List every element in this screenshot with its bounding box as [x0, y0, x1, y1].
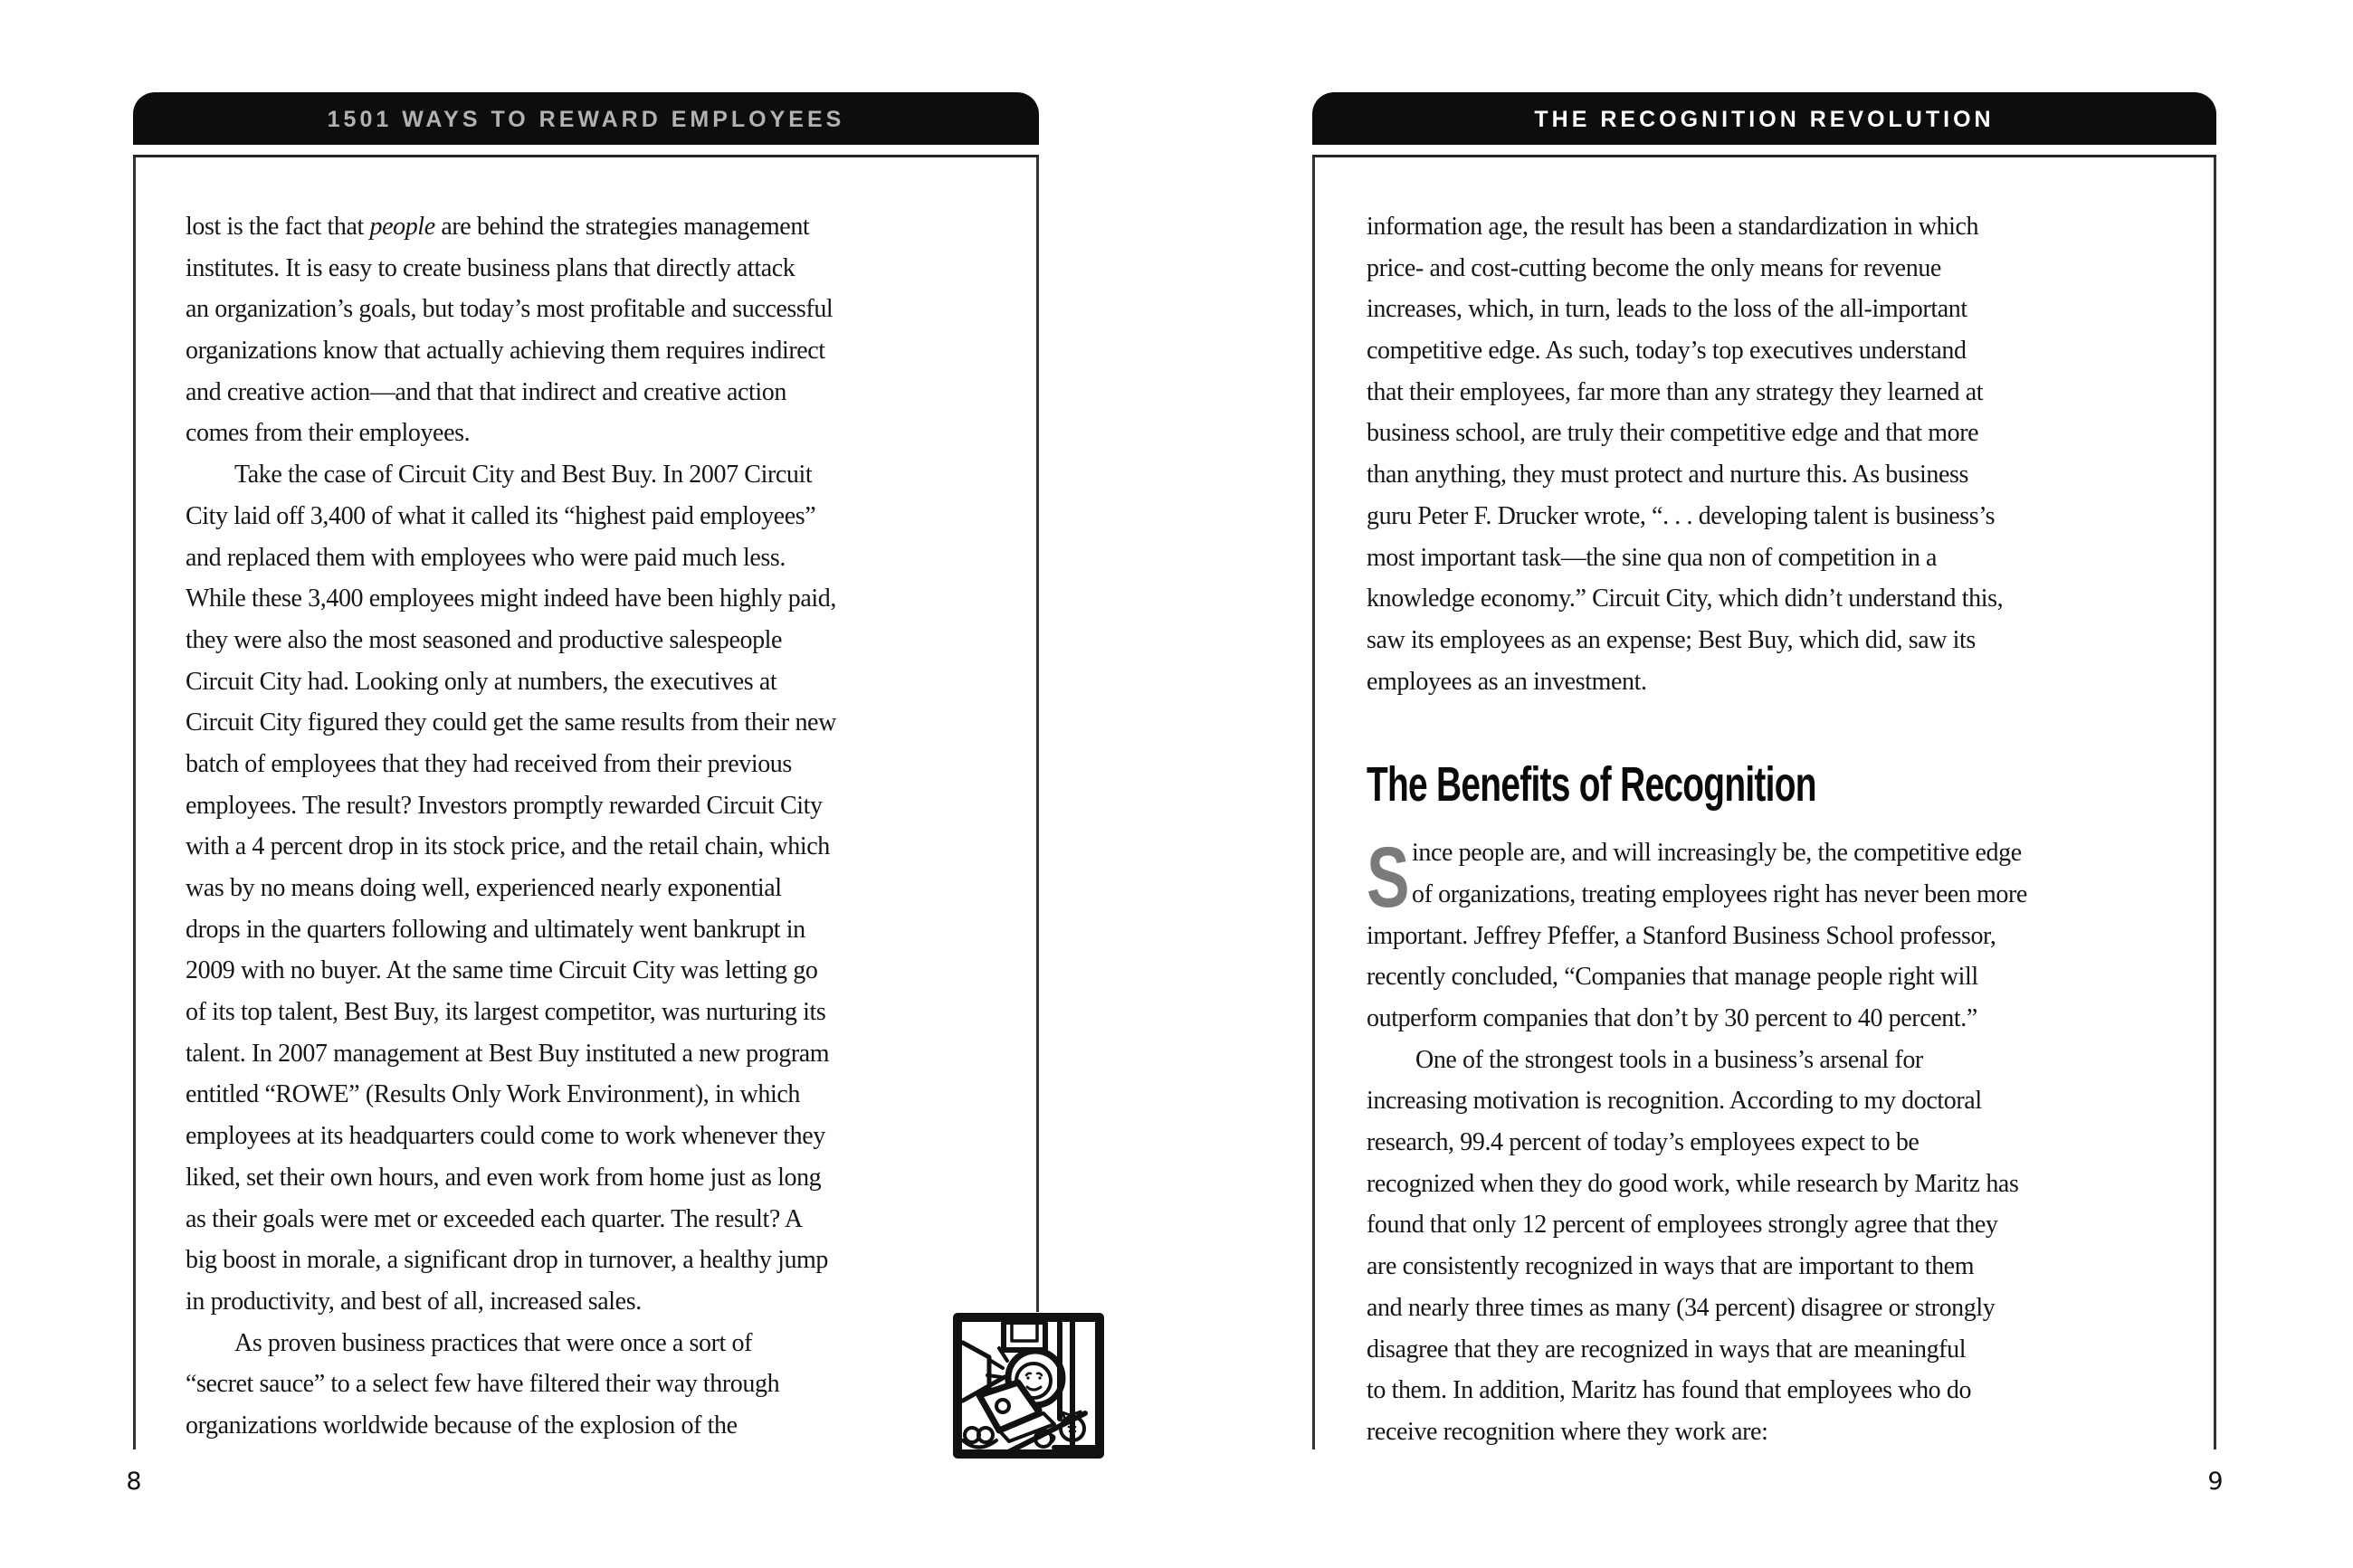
- left-running-head-bar: [133, 92, 1039, 145]
- text-line: Take the case of Circuit City and Best Buy. In 2007 Circuit: [234, 461, 813, 489]
- text-line: disagree that they are recognized in ways that are meaningful: [1367, 1335, 1967, 1364]
- text-line: business school, are truly their competitive edge and that more: [1367, 419, 1979, 448]
- text-line: most important task—the sine qua non of competition in a: [1367, 543, 1938, 572]
- text-line: City laid off 3,400 of what it called its “highest paid employees”: [186, 501, 816, 530]
- text-line: employees at its headquarters could come to work whenever they: [186, 1122, 825, 1151]
- text-line: an organization’s goals, but today’s most profitable and successful: [186, 295, 834, 324]
- text-line: increasing motivation is recognition. According to my doctoral: [1367, 1087, 1982, 1116]
- text-line: guru Peter F. Drucker wrote, “. . . developing talent is business’s: [1367, 501, 1996, 530]
- text-line: employees as an investment.: [1367, 667, 1647, 696]
- right-page-left-border: [1312, 157, 1315, 1449]
- left-horizontal-rule: [133, 155, 1039, 157]
- text-line: with a 4 percent drop in its stock price, and the retail chain, which: [186, 832, 830, 861]
- text-line: Circuit City had. Looking only at numbers, the executives at: [186, 667, 777, 696]
- text-line: lost is the fact that people are behind the strategies management: [186, 213, 810, 241]
- dropcap-letter: S: [1367, 830, 1410, 927]
- right-running-head: THE RECOGNITION REVOLUTION: [1534, 107, 1995, 132]
- text-line: 2009 with no buyer. At the same time Circuit City was letting go: [186, 956, 818, 985]
- right-horizontal-rule: [1312, 155, 2216, 157]
- text-line: price- and cost-cutting become the only means for revenue: [1367, 253, 1941, 282]
- text-line: liked, set their own hours, and even work from home just as long: [186, 1163, 822, 1192]
- text-line: saw its employees as an expense; Best Buy, which did, saw its: [1367, 625, 1976, 654]
- right-page-paragraph-1: [1367, 206, 2222, 702]
- text-line: found that only 12 percent of employees strongly agree that they: [1367, 1211, 1998, 1240]
- right-page-paragraph-2-lines: [1367, 832, 2222, 1452]
- text-line: recently concluded, “Companies that manage people right will: [1367, 963, 1978, 992]
- text-line: increases, which, in turn, leads to the loss of the all-important: [1367, 295, 1967, 324]
- text-line: ince people are, and will increasingly be, the competitive edge: [1412, 839, 2022, 868]
- text-line: institutes. It is easy to create business plans that directly attack: [186, 253, 795, 282]
- left-page-left-border: [133, 157, 136, 1449]
- home-office-illustration: [952, 1312, 1106, 1461]
- text-line: in productivity, and best of all, increased sales.: [186, 1287, 642, 1316]
- text-line: employees. The result? Investors promptly rewarded Circuit City: [186, 791, 823, 820]
- text-line: important. Jeffrey Pfeffer, a Stanford Business School professor,: [1367, 921, 1996, 950]
- section-heading: The Benefits of Recognition: [1367, 757, 1816, 813]
- text-line: drops in the quarters following and ultimately went bankrupt in: [186, 915, 805, 944]
- text-line: big boost in morale, a significant drop in turnover, a healthy jump: [186, 1246, 829, 1275]
- text-line: was by no means doing well, experienced nearly exponential: [186, 874, 782, 902]
- text-line: While these 3,400 employees might indeed have been highly paid,: [186, 584, 836, 613]
- text-line: comes from their employees.: [186, 419, 471, 448]
- text-line: of its top talent, Best Buy, its largest competitor, was nurturing its: [186, 998, 826, 1027]
- right-page-number: 9: [2207, 1468, 2224, 1496]
- text-line: they were also the most seasoned and productive salespeople: [186, 625, 783, 654]
- text-line: batch of employees that they had received from their previous: [186, 749, 792, 778]
- text-line: One of the strongest tools in a business’s arsenal for: [1415, 1045, 1923, 1074]
- text-line: research, 99.4 percent of today’s employees expect to be: [1367, 1128, 1920, 1157]
- text-line: that their employees, far more than any strategy they learned at: [1367, 377, 1984, 406]
- right-page-paragraph-2: [1367, 832, 2222, 1452]
- left-running-head: 1501 WAYS TO REWARD EMPLOYEES: [327, 107, 845, 132]
- text-line: talent. In 2007 management at Best Buy instituted a new program: [186, 1039, 830, 1068]
- text-line: Circuit City figured they could get the same results from their new: [186, 708, 836, 737]
- text-line: than anything, they must protect and nurture this. As business: [1367, 461, 1969, 489]
- right-page-body-text: [1367, 206, 2222, 1453]
- text-line: information age, the result has been a standardization in which: [1367, 213, 1979, 241]
- text-line: entitled “ROWE” (Results Only Work Environment), in which: [186, 1080, 800, 1109]
- text-line: and creative action—and that that indirect and creative action: [186, 377, 786, 406]
- left-page-number: 8: [126, 1468, 142, 1496]
- text-line: are consistently recognized in ways that are important to them: [1367, 1252, 1975, 1281]
- text-line: “secret sauce” to a select few have filtered their way through: [186, 1370, 780, 1399]
- text-line: and nearly three times as many (34 percent) disagree or strongly: [1367, 1293, 1996, 1322]
- right-running-head-bar: [1312, 92, 2216, 145]
- left-page-body-text: [186, 206, 1041, 1447]
- text-line: to them. In addition, Maritz has found that employees who do: [1367, 1376, 1972, 1405]
- text-line: competitive edge. As such, today’s top executives understand: [1367, 337, 1967, 366]
- text-line: recognized when they do good work, while research by Maritz has: [1367, 1169, 2019, 1198]
- text-line: and replaced them with employees who were paid much less.: [186, 543, 786, 572]
- text-line: As proven business practices that were once a sort of: [234, 1328, 753, 1357]
- text-line: as their goals were met or exceeded each quarter. The result? A: [186, 1204, 803, 1233]
- text-line: knowledge economy.” Circuit City, which didn’t understand this,: [1367, 584, 2004, 613]
- text-line: outperform companies that don’t by 30 percent to 40 percent.”: [1367, 1004, 1977, 1032]
- text-line: receive recognition where they work are:: [1367, 1417, 1768, 1446]
- text-line: organizations know that actually achieving them requires indirect: [186, 337, 825, 366]
- text-line: organizations worldwide because of the explosion of the: [186, 1411, 738, 1440]
- text-line: of organizations, treating employees right has never been more: [1412, 879, 2027, 908]
